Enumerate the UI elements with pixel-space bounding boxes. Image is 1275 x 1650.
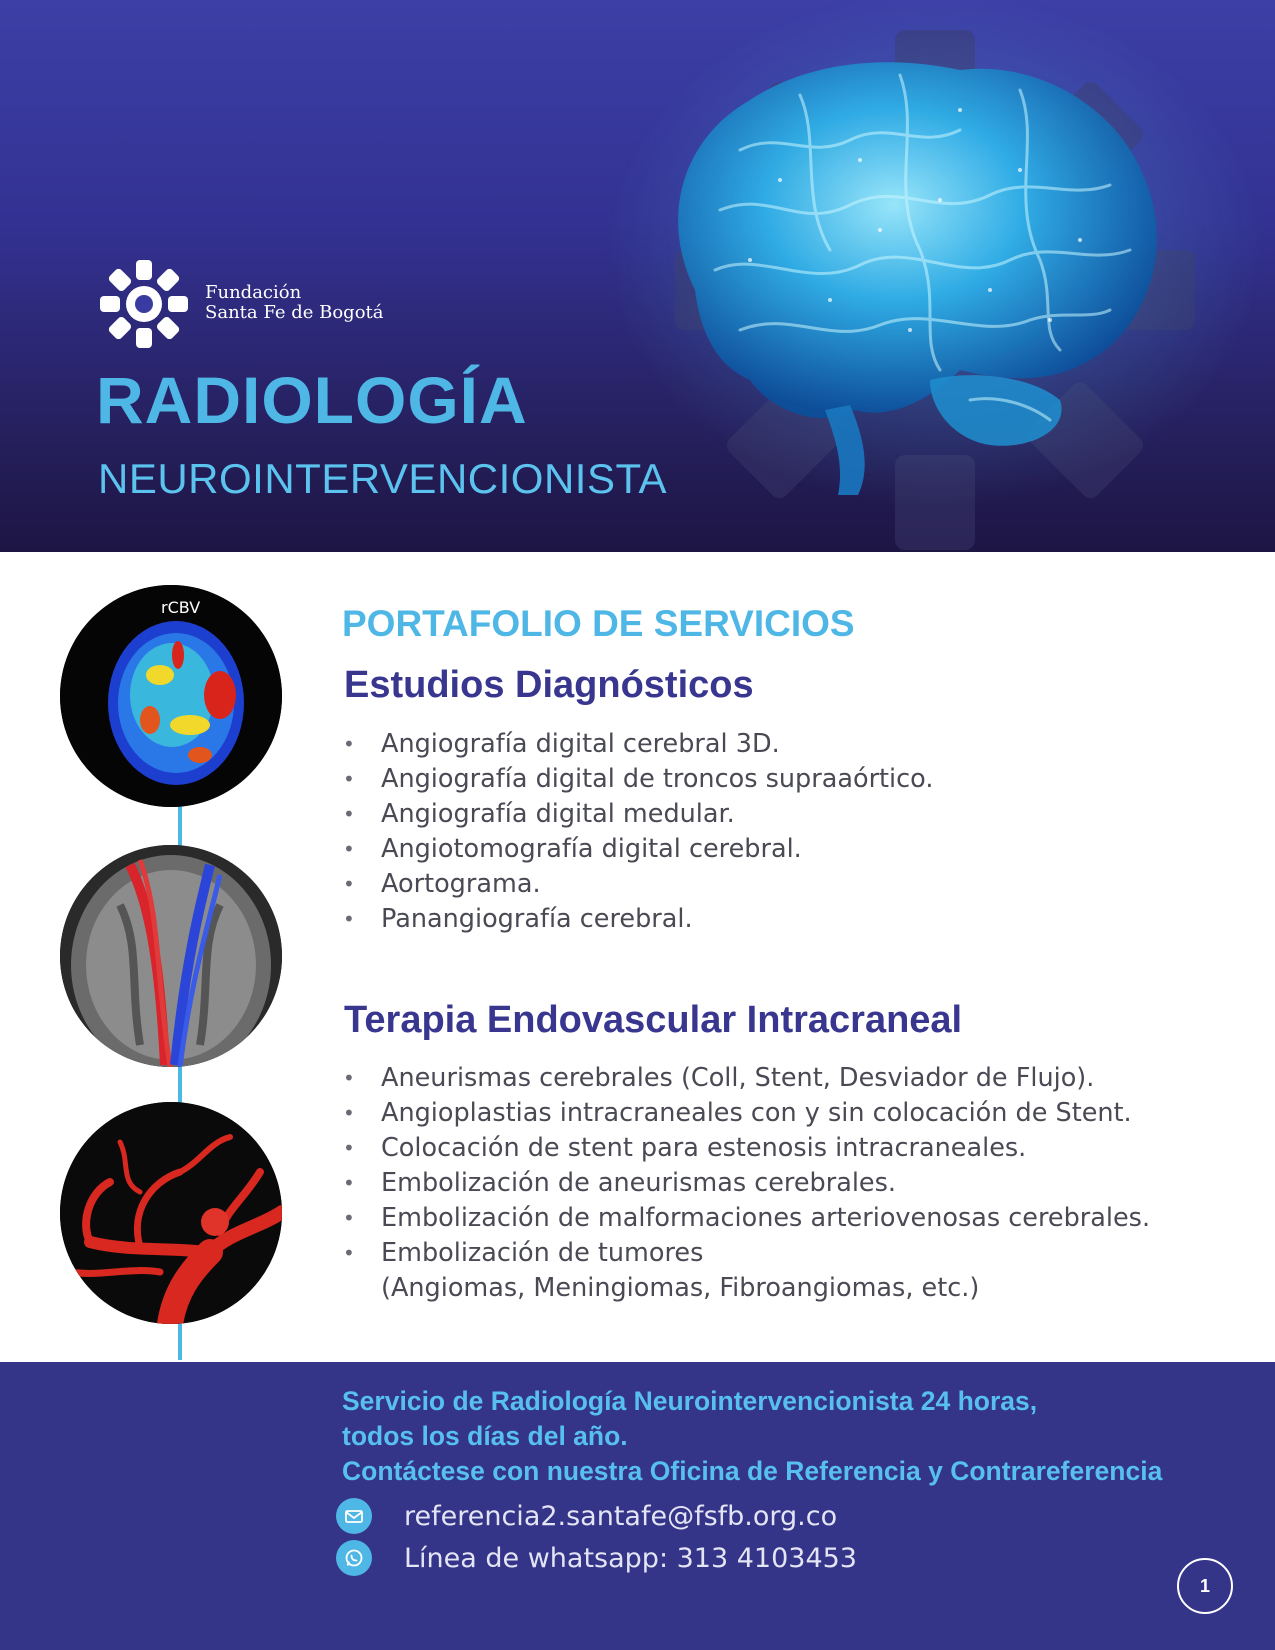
page-subtitle: NEUROINTERVENCIONISTA <box>98 455 668 502</box>
page-title: RADIOLOGÍA <box>96 363 528 437</box>
list-item: • Panangiografía cerebral. <box>343 902 933 937</box>
perfusion-label: rCBV <box>161 598 201 617</box>
brand-line-1: Fundación <box>205 282 302 303</box>
email-address[interactable]: referencia2.santafe@fsfb.org.co <box>404 1500 838 1532</box>
page-number-badge: 1 <box>1177 1558 1233 1614</box>
list-item: • Angioplastias intracraneales con y sin colocación de Stent. <box>343 1096 1150 1131</box>
whatsapp-number[interactable]: Línea de whatsapp: 313 4103453 <box>404 1542 857 1574</box>
service-availability-message <box>342 1384 1162 1489</box>
list-item-text: • Embolización de tumores <box>381 1238 704 1268</box>
hero-banner <box>0 0 1275 552</box>
contact-footer <box>0 1362 1275 1650</box>
brand-line-2: Santa Fe de Bogotá <box>205 302 384 323</box>
list-item: • Angiografía digital medular. <box>343 797 933 832</box>
list-item: • Embolización de malformaciones arteriovenosas cerebrales. <box>343 1201 1150 1236</box>
email-icon <box>336 1498 372 1534</box>
list-item: • Colocación de stent para estenosis intracraneales. <box>343 1131 1150 1166</box>
whatsapp-contact[interactable] <box>336 1540 857 1576</box>
fsfb-logo-icon <box>98 258 190 350</box>
footer-message-line-1: Servicio de Radiología Neurointervencionista 24 horas, <box>342 1386 1038 1416</box>
list-item: • Aortograma. <box>343 867 933 902</box>
diagnostic-studies-title: Estudios Diagnósticos <box>344 664 754 706</box>
portfolio-heading: PORTAFOLIO DE SERVICIOS <box>342 603 855 644</box>
diagnostic-studies-list <box>343 727 933 937</box>
perfusion-scan-image <box>60 585 282 807</box>
brand-name <box>205 283 384 323</box>
brain-illustration <box>600 0 1240 552</box>
footer-message-line-2: todos los días del año. <box>342 1421 628 1451</box>
email-contact[interactable] <box>336 1498 837 1534</box>
list-item: • Angiotomografía digital cerebral. <box>343 832 933 867</box>
list-item-continuation: (Angiomas, Meningiomas, Fibroangiomas, etc.) <box>381 1273 980 1303</box>
endovascular-therapy-title: Terapia Endovascular Intracraneal <box>344 999 963 1041</box>
list-item-tumors <box>343 1236 1150 1306</box>
list-item: • Aneurismas cerebrales (Coll, Stent, Desviador de Flujo). <box>343 1061 1150 1096</box>
list-item: • Angiografía digital cerebral 3D. <box>343 727 933 762</box>
footer-message-line-3: Contáctese con nuestra Oficina de Referencia y Contrareferencia <box>342 1456 1163 1486</box>
vascular-3d-image <box>60 1102 282 1324</box>
whatsapp-icon <box>336 1540 372 1576</box>
list-item: • Angiografía digital de troncos supraaórtico. <box>343 762 933 797</box>
list-item: • Embolización de aneurismas cerebrales. <box>343 1166 1150 1201</box>
endovascular-therapy-list <box>343 1061 1150 1306</box>
tractography-image <box>60 845 282 1067</box>
